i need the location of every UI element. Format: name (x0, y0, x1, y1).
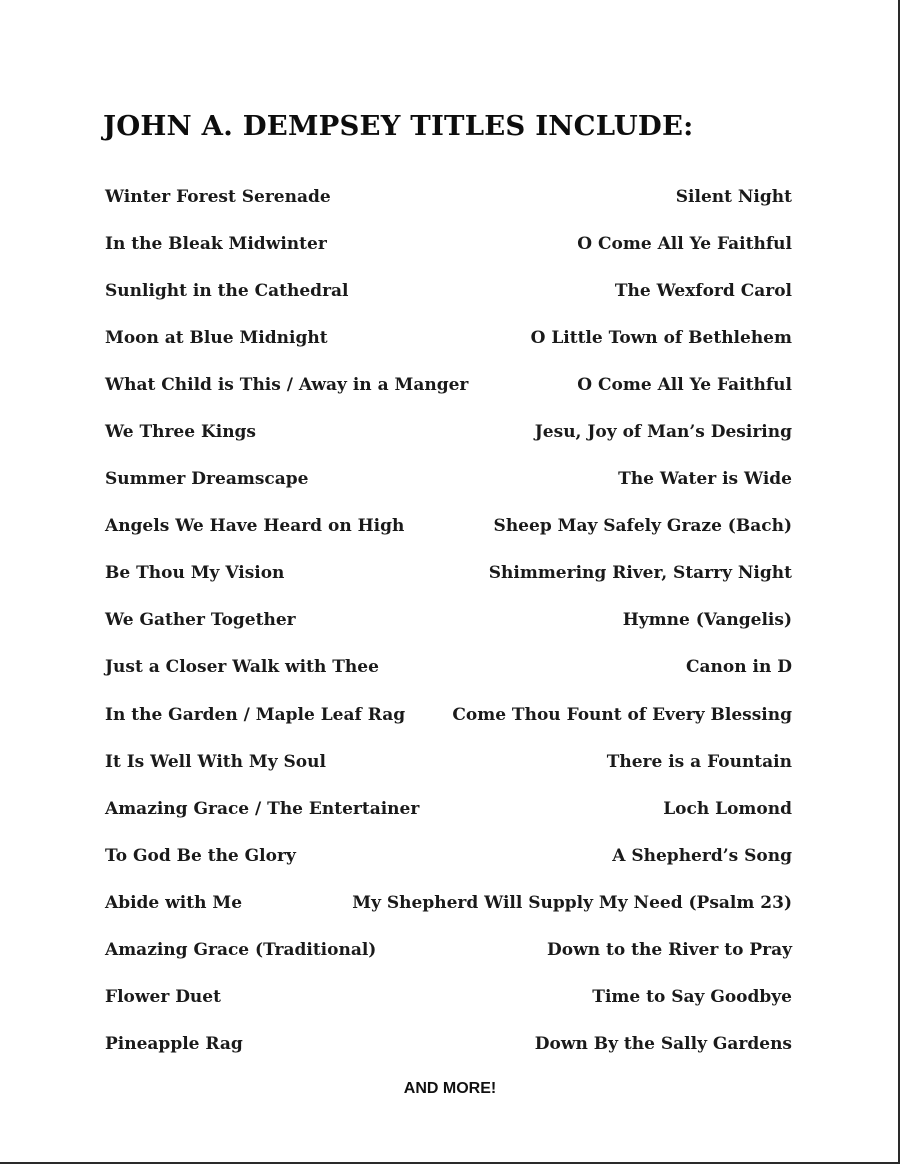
titles-list (105, 187, 792, 1081)
title-left: In the Bleak Midwinter (105, 234, 327, 255)
title-right: O Come All Ye Faithful (577, 375, 792, 396)
title-right: The Wexford Carol (614, 281, 792, 302)
title-row (105, 375, 792, 422)
title-left: It Is Well With My Soul (105, 751, 326, 772)
title-left: Just a Closer Walk with Thee (105, 657, 379, 678)
title-row (105, 752, 792, 799)
title-right: My Shepherd Will Supply My Need (Psalm 23) (352, 892, 792, 913)
title-row (105, 422, 792, 469)
title-row (105, 281, 792, 328)
title-row (105, 657, 792, 704)
title-row (105, 563, 792, 610)
title-right: Loch Lomond (663, 798, 792, 819)
title-row (105, 893, 792, 940)
title-row (105, 234, 792, 281)
title-right: O Little Town of Bethlehem (530, 328, 792, 349)
title-left: In the Garden / Maple Leaf Rag (105, 704, 406, 725)
title-right: Time to Say Goodbye (592, 986, 792, 1007)
title-right: Down By the Sally Gardens (534, 1033, 792, 1054)
title-right: A Shepherd’s Song (612, 845, 792, 866)
title-left: To God Be the Glory (105, 845, 296, 866)
title-right: Sheep May Safely Graze (Bach) (493, 516, 792, 537)
title-left: Summer Dreamscape (105, 469, 309, 490)
title-left: Angels We Have Heard on High (105, 516, 405, 537)
title-left: Winter Forest Serenade (105, 187, 331, 207)
title-left: Amazing Grace (Traditional) (105, 939, 377, 960)
title-left: Be Thou My Vision (105, 563, 285, 584)
title-left: We Gather Together (105, 610, 296, 631)
title-left: Abide with Me (105, 892, 243, 913)
title-right: The Water is Wide (618, 469, 792, 490)
title-left: Sunlight in the Cathedral (105, 281, 349, 302)
title-right: Shimmering River, Starry Night (488, 563, 792, 584)
title-row (105, 799, 792, 846)
title-left: We Three Kings (105, 422, 257, 443)
title-row (105, 516, 792, 563)
title-right: Jesu, Joy of Man’s Desiring (534, 422, 792, 443)
and-more-footer: AND MORE! (403, 1080, 497, 1097)
title-left: Amazing Grace / The Entertainer (105, 798, 420, 819)
title-left: Pineapple Rag (105, 1033, 243, 1054)
title-right: O Come All Ye Faithful (577, 234, 792, 255)
title-right: There is a Fountain (606, 751, 792, 772)
title-row (105, 846, 792, 893)
title-row (105, 987, 792, 1034)
title-row (105, 940, 792, 987)
title-row (105, 328, 792, 375)
title-row (105, 705, 792, 752)
title-row (105, 469, 792, 516)
title-left: Flower Duet (105, 986, 221, 1007)
title-left: What Child is This / Away in a Manger (105, 375, 469, 396)
title-row (105, 187, 792, 234)
page-title: JOHN A. DEMPSEY TITLES INCLUDE: (103, 110, 694, 142)
title-left: Moon at Blue Midnight (105, 328, 328, 349)
title-row (105, 1034, 792, 1081)
title-right: Silent Night (675, 187, 792, 207)
title-row (105, 610, 792, 657)
title-right: Down to the River to Pray (547, 939, 792, 960)
title-right: Come Thou Fount of Every Blessing (452, 704, 792, 725)
title-right: Canon in D (685, 657, 792, 678)
title-right: Hymne (Vangelis) (622, 610, 792, 631)
